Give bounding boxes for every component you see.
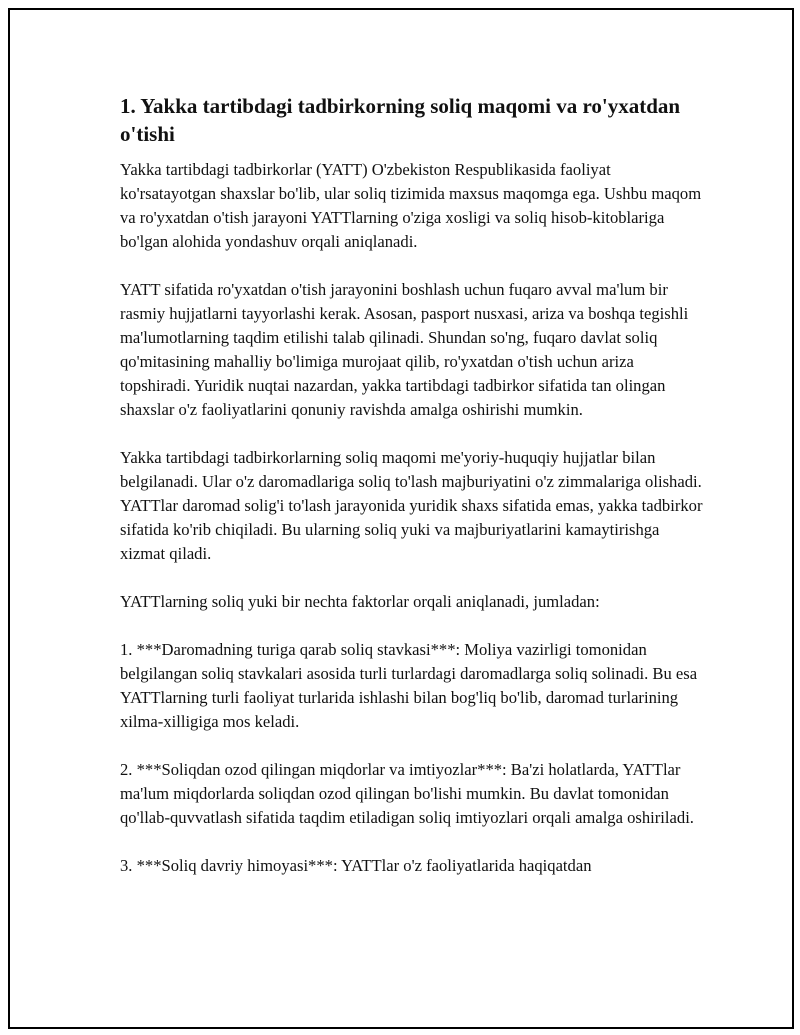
paragraph-registration: YATT sifatida ro'yxatdan o'tish jarayonini boshlash uchun fuqaro avval ma'lum bir rasmiy hujjatlarni tayyorlashi kerak. Asosan, pasport nusxasi, ariza va boshqa tegishli ma'lumotlarning taqdim etilishi talab qilinadi. Shundan so'ng, fuqaro davlat soliq qo'mitasining mahalliy bo'limiga murojaat qilib, ro'yxatdan o'tish uchun ariza topshiradi. Yuridik nuqtai nazardan, yakka tartibdagi tadbirkor sifatida tan olingan shaxslar o'z faoliyatlarini qonuniy ravishda amalga oshirishi mumkin. (120, 280, 689, 419)
document-body (120, 92, 704, 902)
list-item-tax-rate: 1. ***Daromadning turiga qarab soliq stavkasi***: Moliya vazirligi tomonidan belgilangan soliq stavkalari asosida turli turlardagi daromadlarga soliq solinadi. Bu esa YATTlarning turli faoliyat turlarida ishlashi bilan bog'liq bo'lib, daromad turlarining xilma-xilligiga mos keladi. (120, 640, 698, 731)
document-title: 1. Yakka tartibdagi tadbirkorning soliq maqomi va ro'yxatdan o'tishi (120, 94, 681, 146)
paragraph-intro: Yakka tartibdagi tadbirkorlar (YATT) O'zbekiston Respublikasida faoliyat ko'rsatayotgan shaxslar bo'lib, ular soliq tizimida maxsus maqomga ega. Ushbu maqom va ro'yxatdan o'tish jarayoni YATTlarning o'ziga xosligi va soliq hisob-kitoblariga bo'lgan alohida yondashuv orqali aniqlanadi. (120, 160, 702, 251)
page-frame (8, 8, 794, 1029)
paragraph-tax-burden-intro: YATTlarning soliq yuki bir nechta faktorlar orqali aniqlanadi, jumladan: (120, 592, 600, 611)
list-item-periodic-protection: 3. ***Soliq davriy himoyasi***: YATTlar o'z faoliyatlarida haqiqatdan (120, 856, 592, 875)
list-item-exemptions: 2. ***Soliqdan ozod qilingan miqdorlar va imtiyozlar***: Ba'zi holatlarda, YATTlar ma'lum miqdorlarda soliqdan ozod qilingan bo'lishi mumkin. Bu davlat tomonidan qo'llab-quvvatlash sifatida taqdim etiladigan soliq imtiyozlari orqali amalga oshiriladi. (120, 760, 694, 827)
paragraph-tax-status: Yakka tartibdagi tadbirkorlarning soliq maqomi me'yoriy-huquqiy hujjatlar bilan belgilanadi. Ular o'z daromadlariga soliq to'lash majburiyatini o'z zimmalariga olishadi. YATTlar daromad solig'i to'lash jarayonida yuridik shaxs sifatida emas, yakka tadbirkor sifatida ko'rib chiqiladi. Bu ularning soliq yuki va majburiyatlarini kamaytirishga xizmat qiladi. (120, 448, 703, 563)
